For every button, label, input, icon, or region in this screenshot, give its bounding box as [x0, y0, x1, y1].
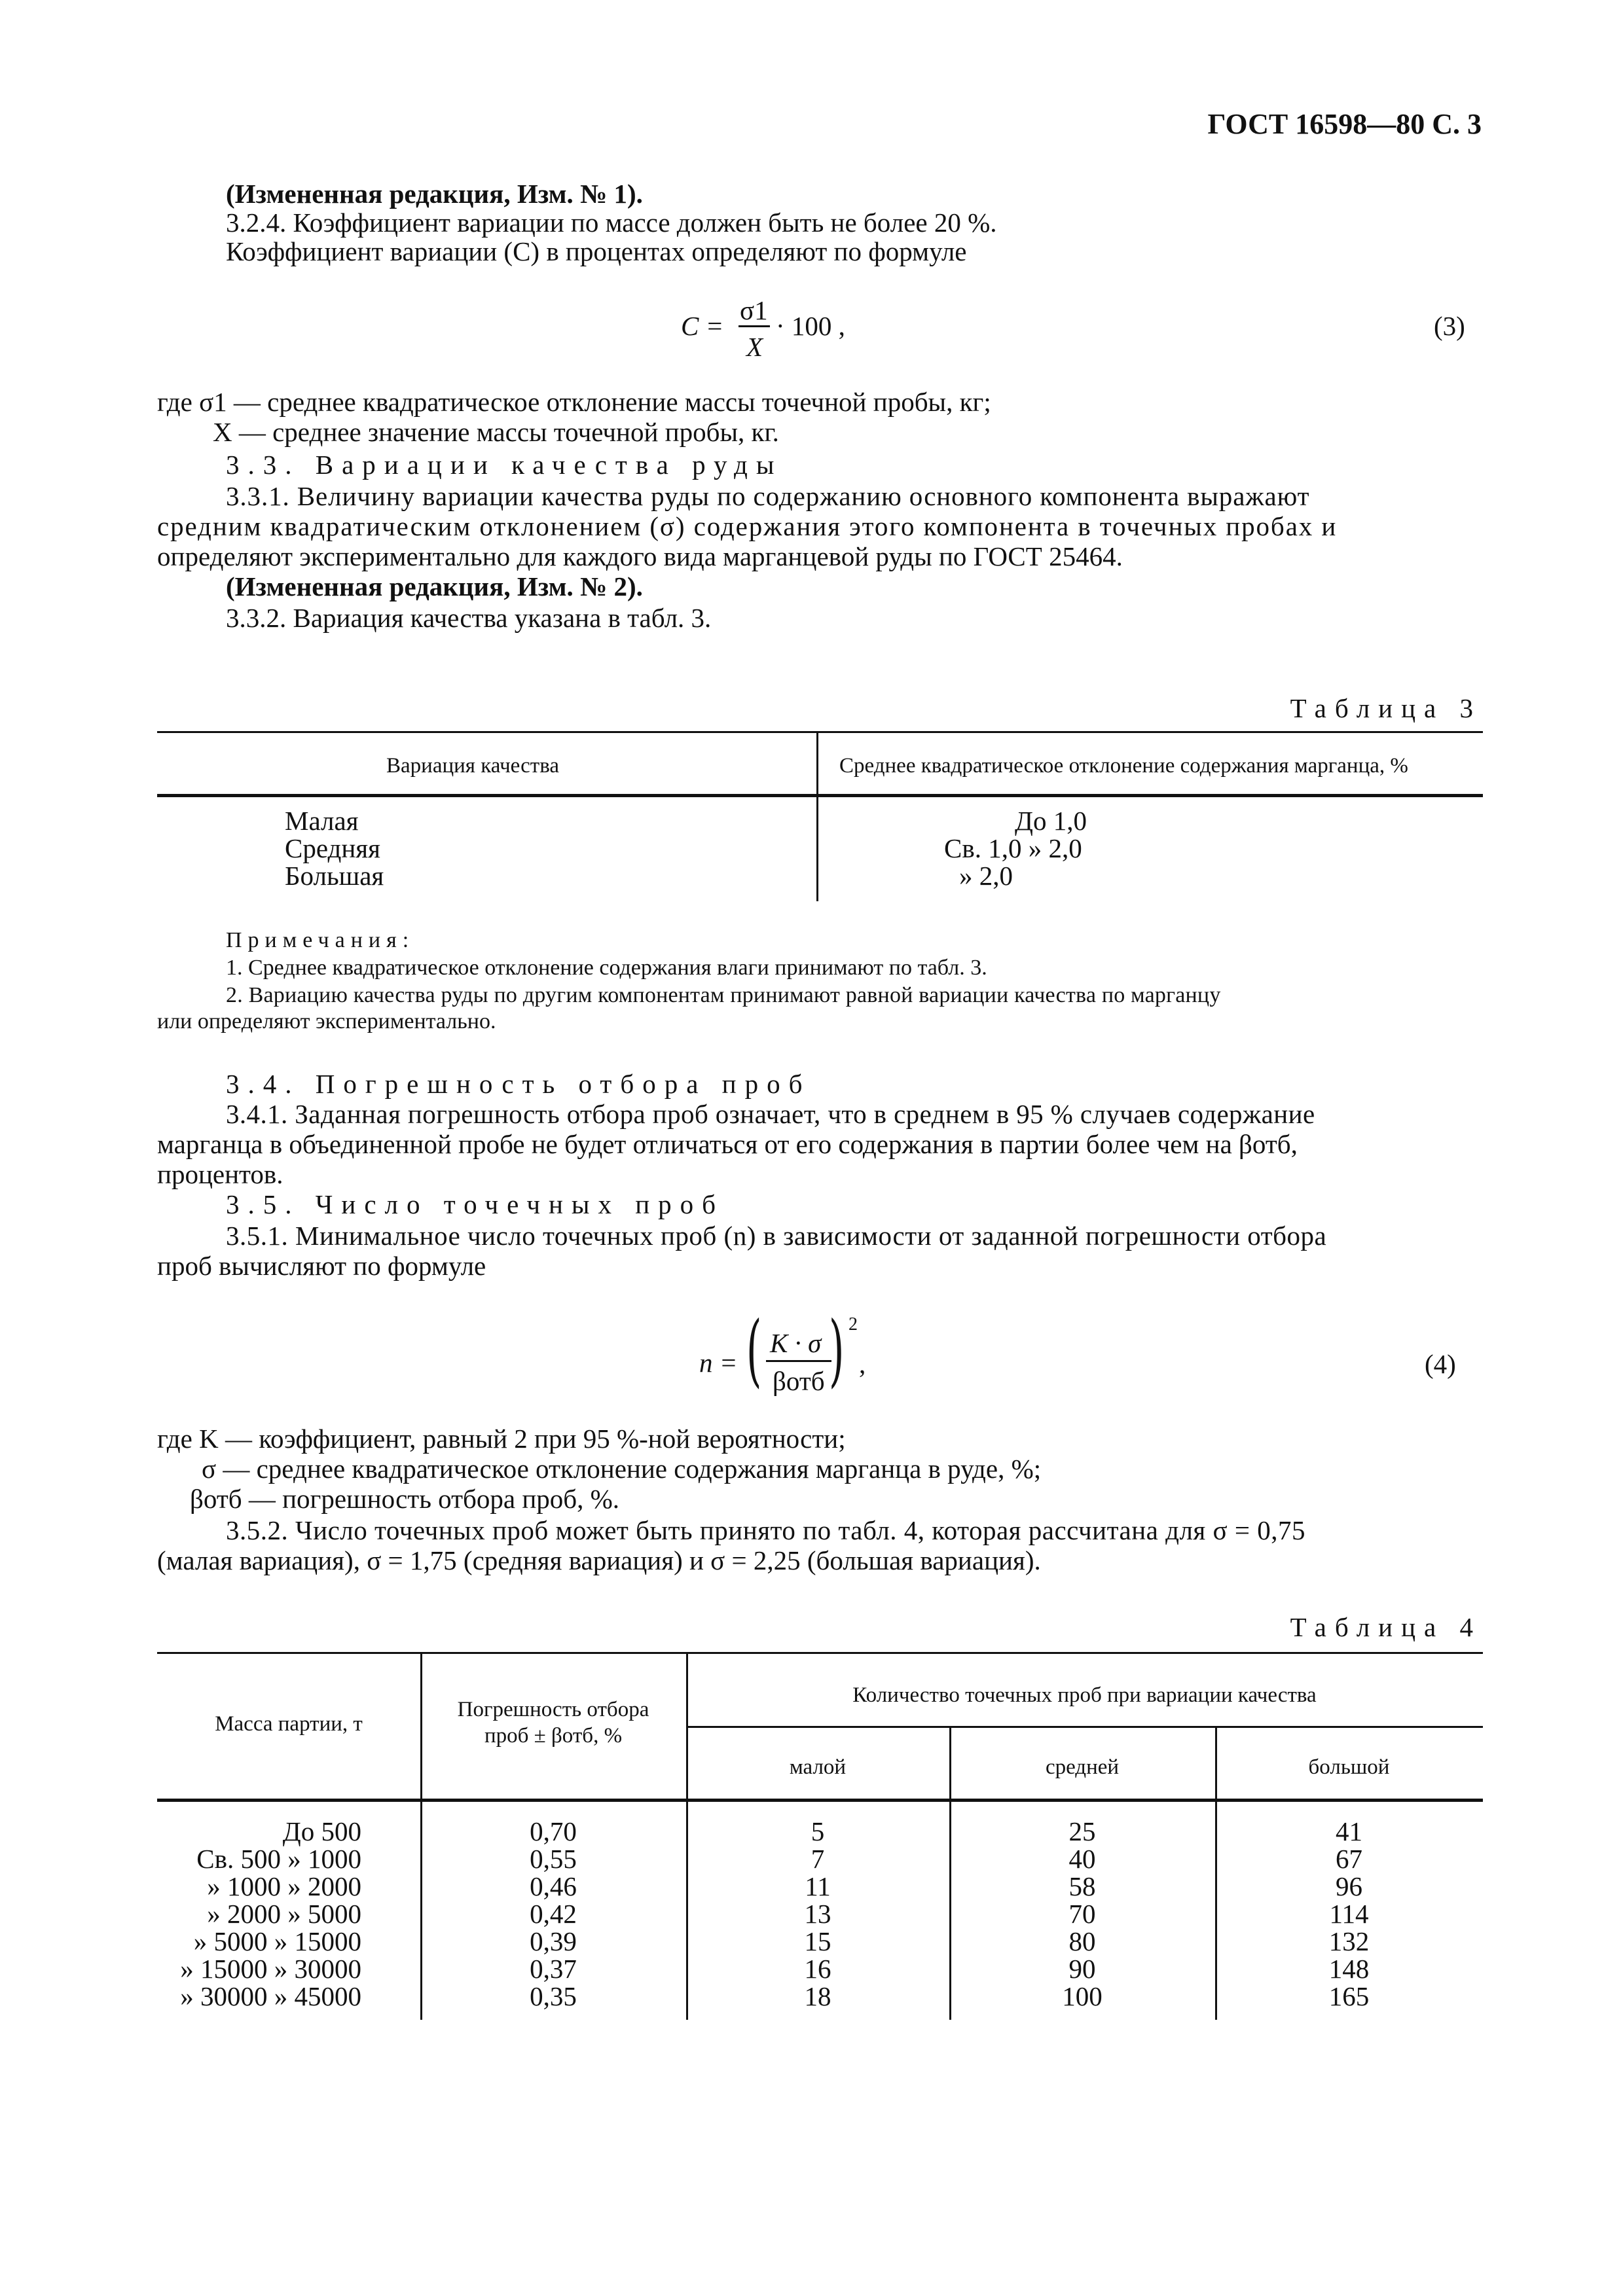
table-4-cell-mid: 80	[1068, 1926, 1096, 1956]
table-3-cell-value: До 1,0	[1015, 806, 1087, 836]
table-4-cell-low: 5	[811, 1816, 825, 1846]
paragraph-3-5-2-line-2: (малая вариация), σ = 1,75 (средняя вариация) и σ = 2,25 (большая вариация).	[157, 1545, 1041, 1575]
table-4-cell-low: 7	[811, 1844, 825, 1874]
formula-4-left-paren: (	[746, 1305, 762, 1396]
paragraph-3-4-1-line-2: марганца в объединенной пробе не будет отличаться от его содержания в партии более чем на βотб,	[157, 1129, 1298, 1159]
notes-heading: Примечания:	[226, 928, 415, 952]
table-4-cell-error: 0,70	[530, 1816, 577, 1846]
table-4-header-rule	[157, 1799, 1483, 1802]
formula-3-denominator: X	[746, 332, 763, 362]
paragraph-3-3-2: 3.3.2. Вариация качества указана в табл. 3.	[226, 603, 712, 633]
table-4-cell-mass: Св. 500 » 1000	[196, 1844, 361, 1874]
definition-k: где K — коэффициент, равный 2 при 95 %-ной вероятности;	[157, 1424, 846, 1454]
table-4-cell-error: 0,39	[530, 1926, 577, 1956]
table-3-header-deviation: Среднее квадратическое отклонение содержания марганца, %	[839, 754, 1408, 778]
table-3-cell-name: Средняя	[285, 833, 381, 863]
table-3-cell-value: » 2,0	[959, 861, 1013, 891]
paragraph-3-2-4: 3.2.4. Коэффициент вариации по массе должен быть не более 20 %.	[226, 207, 997, 238]
table-4-group-rule	[686, 1726, 1483, 1728]
table-4-top-rule	[157, 1652, 1483, 1654]
table-4-cell-low: 18	[804, 1981, 831, 2011]
definition-x-bar: X — среднее значение массы точечной пробы, кг.	[213, 417, 779, 447]
table-4-cell-mid: 70	[1068, 1899, 1096, 1929]
table-4-cell-mid: 58	[1068, 1871, 1096, 1901]
table-4-cell-error: 0,46	[530, 1871, 577, 1901]
table-4-cell-mass: » 15000 » 30000	[180, 1954, 361, 1984]
definition-sigma: σ — среднее квадратическое отклонение содержания марганца в руде, %;	[202, 1454, 1042, 1484]
formula-3-numerator: σ1	[740, 295, 768, 325]
table-4-header-high: большой	[1308, 1755, 1390, 1779]
formula-4-lhs: n =	[699, 1348, 738, 1378]
formula-4-numerator: K · σ	[770, 1328, 822, 1358]
table-4-cell-high: 67	[1336, 1844, 1362, 1874]
formula-4-denominator: βотб	[773, 1366, 825, 1396]
paragraph-3-5-2-line-1: 3.5.2. Число точечных проб может быть принято по табл. 4, которая рассчитана для σ = 0,75	[226, 1515, 1306, 1545]
table-3-cell-name: Большая	[285, 861, 384, 891]
table-4-header-group: Количество точечных проб при вариации качества	[852, 1683, 1317, 1707]
table-4-cell-high: 41	[1336, 1816, 1362, 1846]
table-4-header-low: малой	[789, 1755, 847, 1779]
table-4-cell-error: 0,55	[530, 1844, 577, 1874]
formula-4-rhs: ,	[859, 1349, 866, 1379]
table-4-header-mid: средней	[1045, 1755, 1120, 1779]
formula-4-right-paren: )	[829, 1305, 845, 1396]
section-3-5-heading: 3.5. Число точечных проб	[226, 1189, 725, 1219]
definition-beta: βотб — погрешность отбора проб, %.	[190, 1484, 620, 1514]
formula-4-number: (4)	[1425, 1349, 1456, 1379]
amendment-note-2: (Измененная редакция, Изм. № 2).	[226, 571, 643, 601]
paragraph-3-3-1-line-3: определяют экспериментально для каждого вида марганцевой руды по ГОСТ 25464.	[157, 541, 1123, 571]
table-4-cell-low: 13	[804, 1899, 831, 1929]
formula-4-exponent: 2	[848, 1314, 858, 1335]
table-4-cell-mid: 40	[1068, 1844, 1096, 1874]
table-4-cell-mass: » 2000 » 5000	[207, 1899, 361, 1929]
note-1: 1. Среднее квадратическое отклонение содержания влаги принимают по табл. 3.	[226, 956, 987, 980]
table-3-cell-name: Малая	[285, 806, 359, 836]
table-3-top-rule	[157, 731, 1483, 733]
table-4-cell-high: 114	[1329, 1899, 1369, 1929]
paragraph-3-5-1-line-2: проб вычисляют по формуле	[157, 1251, 486, 1281]
paragraph-3-5-1-line-1: 3.5.1. Минимальное число точечных проб (n) в зависимости от заданной погрешности отбора	[226, 1221, 1327, 1251]
table-3-column-divider	[816, 731, 818, 901]
formula-4-fraction-bar	[766, 1360, 831, 1362]
formula-3-fraction-bar	[739, 325, 770, 327]
paragraph-3-4-1-line-3: процентов.	[157, 1159, 283, 1189]
table-4-cell-mass: » 1000 » 2000	[207, 1871, 361, 1901]
paragraph-3-3-1-line-2: средним квадратическим отклонением (σ) содержания этого компонента в точечных пробах и	[157, 511, 1338, 541]
table-4-header-mass: Масса партии, т	[215, 1712, 363, 1736]
page-header: ГОСТ 16598—80 С. 3	[1207, 108, 1482, 140]
table-4-cell-error: 0,42	[530, 1899, 577, 1929]
formula-3-lhs: C =	[681, 311, 724, 341]
table-4-cell-low: 16	[804, 1954, 831, 1984]
table-4-cell-mid: 90	[1068, 1954, 1096, 1984]
amendment-note-1: (Измененная редакция, Изм. № 1).	[226, 179, 643, 209]
table-3-caption: Таблица 3	[1290, 693, 1482, 723]
table-4-cell-mid: 100	[1062, 1981, 1103, 2011]
table-4-cell-error: 0,35	[530, 1981, 577, 2011]
table-4-cell-mid: 25	[1068, 1816, 1096, 1846]
table-4-cell-low: 15	[804, 1926, 831, 1956]
table-4-cell-mass: » 5000 » 15000	[193, 1926, 361, 1956]
table-4-cell-error: 0,37	[530, 1954, 577, 1984]
formula-3-number: (3)	[1434, 311, 1465, 341]
table-3-header-variation: Вариация качества	[386, 754, 559, 778]
section-3-3-heading: 3.3. Вариации качества руды	[226, 450, 783, 480]
table-3-header-rule	[157, 794, 1483, 797]
table-4-cell-mass: До 500	[282, 1816, 361, 1846]
paragraph-3-4-1-line-1: 3.4.1. Заданная погрешность отбора проб означает, что в среднем в 95 % случаев содержание	[226, 1099, 1315, 1129]
table-4-cell-high: 132	[1328, 1926, 1370, 1956]
section-3-4-heading: 3.4. Погрешность отбора проб	[226, 1069, 811, 1099]
note-2-line-1: 2. Вариацию качества руды по другим компонентам принимают равной вариации качества по марганцу	[226, 983, 1221, 1007]
table-3-cell-value: Св. 1,0 » 2,0	[944, 833, 1082, 863]
table-4-cell-high: 148	[1328, 1954, 1370, 1984]
table-4-header-error-line-2: проб ± βотб, %	[484, 1724, 623, 1748]
definition-sigma1: где σ1 — среднее квадратическое отклонение массы точечной пробы, кг;	[157, 387, 991, 417]
note-2-line-2: или определяют экспериментально.	[157, 1009, 496, 1033]
formula-3-rhs: · 100 ,	[776, 311, 845, 341]
paragraph-3-2-4-formula-intro: Коэффициент вариации (C) в процентах определяют по формуле	[226, 236, 967, 266]
table-4-cell-low: 11	[805, 1871, 831, 1901]
table-4-header-error-line-1: Погрешность отбора	[457, 1698, 649, 1721]
paragraph-3-3-1-line-1: 3.3.1. Величину вариации качества руды по содержанию основного компонента выражают	[226, 481, 1310, 511]
table-4-cell-mass: » 30000 » 45000	[180, 1981, 361, 2011]
table-4-caption: Таблица 4	[1290, 1612, 1482, 1642]
table-4-cell-high: 165	[1328, 1981, 1370, 2011]
table-4-cell-high: 96	[1336, 1871, 1362, 1901]
